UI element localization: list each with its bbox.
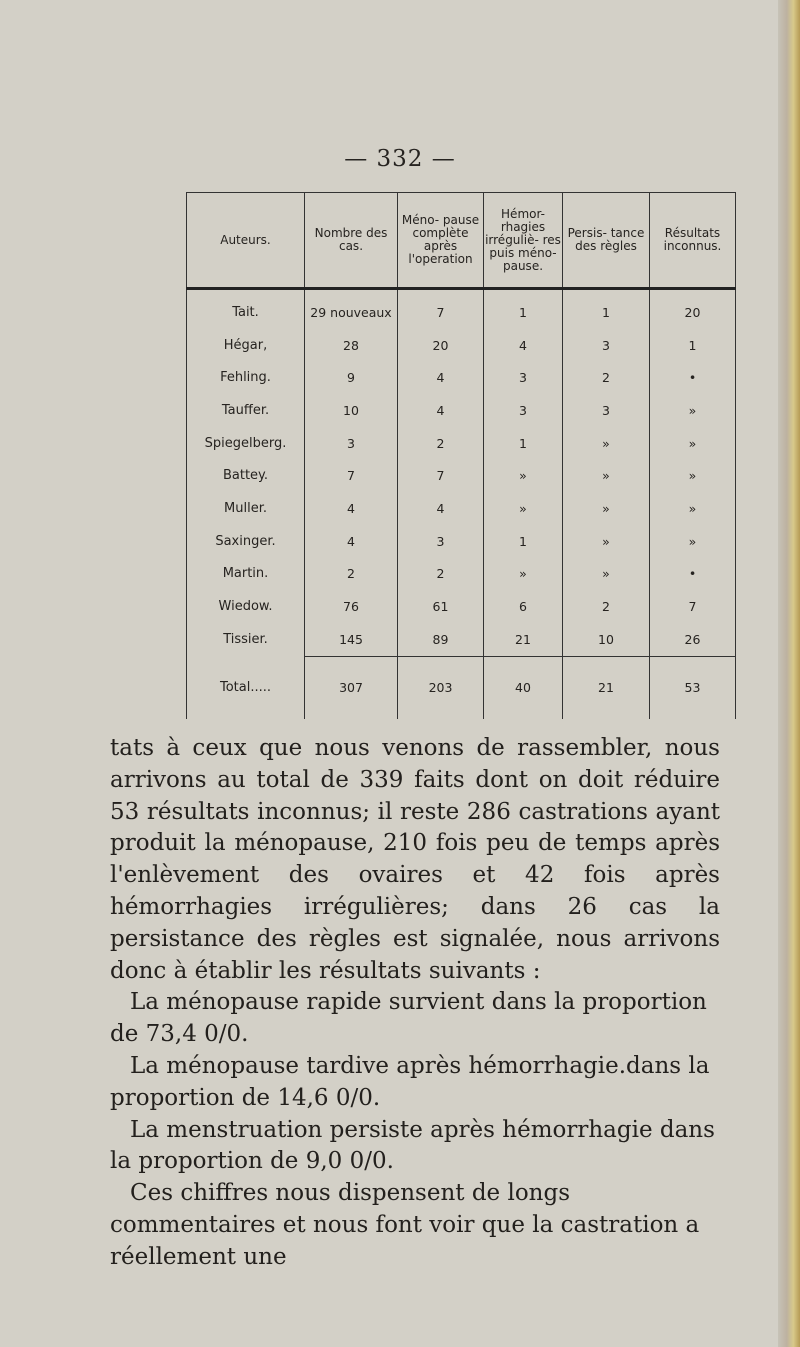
cell-persistance: »	[563, 558, 650, 591]
paragraph: La menstruation persiste après hémorrhagie dans la proportion de 9,0 0/0.	[110, 1116, 715, 1175]
cell-menopause: 20	[398, 329, 484, 362]
header-resultats: Résultats inconnus.	[650, 193, 736, 289]
cell-resultats: »	[650, 492, 736, 525]
cell-auteur: Tissier.	[187, 623, 305, 656]
cell-resultats: •	[650, 558, 736, 591]
page-number: — 332 —	[344, 146, 456, 172]
table-row	[187, 623, 736, 656]
cell-nombre: 9	[305, 361, 398, 394]
cell-hemorrhagies: 4	[484, 329, 563, 362]
page-edge	[778, 0, 800, 1347]
cell-persistance: 10	[563, 623, 650, 656]
cell-hemorrhagies: 6	[484, 590, 563, 623]
cell-hemorrhagies: 1	[484, 289, 563, 329]
cell-resultats: »	[650, 525, 736, 558]
cell-total-label: Total.....	[187, 656, 305, 719]
cell-nombre: 145	[305, 623, 398, 656]
cell-menopause: 4	[398, 361, 484, 394]
cell-persistance: »	[563, 459, 650, 492]
cell-nombre: 76	[305, 590, 398, 623]
paragraph: La ménopause tardive après hémorrhagie.dans la proportion de 14,6 0/0.	[110, 1052, 710, 1111]
cell-menopause: 7	[398, 289, 484, 329]
cell-hemorrhagies: 3	[484, 394, 563, 427]
cell-auteur: Wiedow.	[187, 590, 305, 623]
table-row	[187, 329, 736, 362]
paragraph: Ces chiffres nous dispensent de longs commentaires et nous font voir que la castration a réellement une	[110, 1180, 700, 1270]
cell-auteur: Martin.	[187, 558, 305, 591]
cell-resultats: »	[650, 427, 736, 460]
cell-auteur: Muller.	[187, 492, 305, 525]
cell-persistance: 3	[563, 329, 650, 362]
cell-auteur: Tauffer.	[187, 394, 305, 427]
table-row	[187, 289, 736, 329]
cell-nombre: 4	[305, 492, 398, 525]
cell-total-resultats: 53	[650, 656, 736, 719]
cell-hemorrhagies: »	[484, 492, 563, 525]
cell-resultats: 20	[650, 289, 736, 329]
cell-hemorrhagies: »	[484, 558, 563, 591]
cell-auteur: Saxinger.	[187, 525, 305, 558]
cell-nombre: 28	[305, 329, 398, 362]
cell-resultats: •	[650, 361, 736, 394]
cell-hemorrhagies: »	[484, 459, 563, 492]
cell-total-nombre: 307	[305, 656, 398, 719]
cell-persistance: »	[563, 427, 650, 460]
cell-nombre: 4	[305, 525, 398, 558]
total-row	[187, 656, 736, 719]
cell-menopause: 61	[398, 590, 484, 623]
cell-hemorrhagies: 1	[484, 427, 563, 460]
cell-hemorrhagies: 1	[484, 525, 563, 558]
header-auteurs: Auteurs.	[187, 193, 305, 289]
cell-persistance: »	[563, 525, 650, 558]
cell-persistance: 3	[563, 394, 650, 427]
cell-resultats: 26	[650, 623, 736, 656]
cell-menopause: 2	[398, 558, 484, 591]
cell-menopause: 7	[398, 459, 484, 492]
cell-persistance: 1	[563, 289, 650, 329]
table-row	[187, 459, 736, 492]
header-persistance: Persis- tance des règles	[563, 193, 650, 289]
table-row	[187, 525, 736, 558]
cell-persistance: 2	[563, 590, 650, 623]
cell-auteur: Spiegelberg.	[187, 427, 305, 460]
cell-total-menopause: 203	[398, 656, 484, 719]
cell-persistance: »	[563, 492, 650, 525]
cell-nombre: 7	[305, 459, 398, 492]
table-row	[187, 361, 736, 394]
cell-menopause: 3	[398, 525, 484, 558]
cell-menopause: 4	[398, 394, 484, 427]
cell-resultats: »	[650, 459, 736, 492]
cell-resultats: 1	[650, 329, 736, 362]
cell-resultats: »	[650, 394, 736, 427]
results-table	[186, 192, 736, 719]
cell-hemorrhagies: 3	[484, 361, 563, 394]
table-row	[187, 394, 736, 427]
cell-menopause: 2	[398, 427, 484, 460]
body-text	[110, 733, 720, 1274]
cell-nombre: 3	[305, 427, 398, 460]
cell-persistance: 2	[563, 361, 650, 394]
results-table-container	[186, 192, 735, 720]
cell-total-hemorrhagies: 40	[484, 656, 563, 719]
table-row	[187, 558, 736, 591]
cell-resultats: 7	[650, 590, 736, 623]
paragraph: La ménopause rapide survient dans la proportion de 73,4 0/0.	[110, 989, 707, 1048]
cell-auteur: Tait.	[187, 289, 305, 329]
paragraph: tats à ceux que nous venons de rassembler, nous arrivons au total de 339 faits dont on doit réduire 53 résultats inconnus; il reste 286 castrations ayant produit la ménopause, 210 fois peu de temps après l'enlèvement des ovaires et 42 fois après hémorrhagies irrégulières; dans 26 cas la persistance des règles est signalée, nous arrivons donc à établir les résultats suivants :	[110, 735, 720, 984]
cell-nombre: 29 nouveaux	[305, 289, 398, 329]
cell-auteur: Hégar,	[187, 329, 305, 362]
cell-hemorrhagies: 21	[484, 623, 563, 656]
header-menopause: Méno- pause complète après l'operation	[398, 193, 484, 289]
cell-auteur: Battey.	[187, 459, 305, 492]
cell-total-persistance: 21	[563, 656, 650, 719]
cell-nombre: 10	[305, 394, 398, 427]
cell-auteur: Fehling.	[187, 361, 305, 394]
table-row	[187, 427, 736, 460]
cell-nombre: 2	[305, 558, 398, 591]
cell-menopause: 89	[398, 623, 484, 656]
table-row	[187, 492, 736, 525]
cell-menopause: 4	[398, 492, 484, 525]
table-header-row	[187, 193, 736, 289]
header-nombre: Nombre des cas.	[305, 193, 398, 289]
table-row	[187, 590, 736, 623]
header-hemorrhagies: Hémor- rhagies irréguliè- res puis méno- pause.	[484, 193, 563, 289]
